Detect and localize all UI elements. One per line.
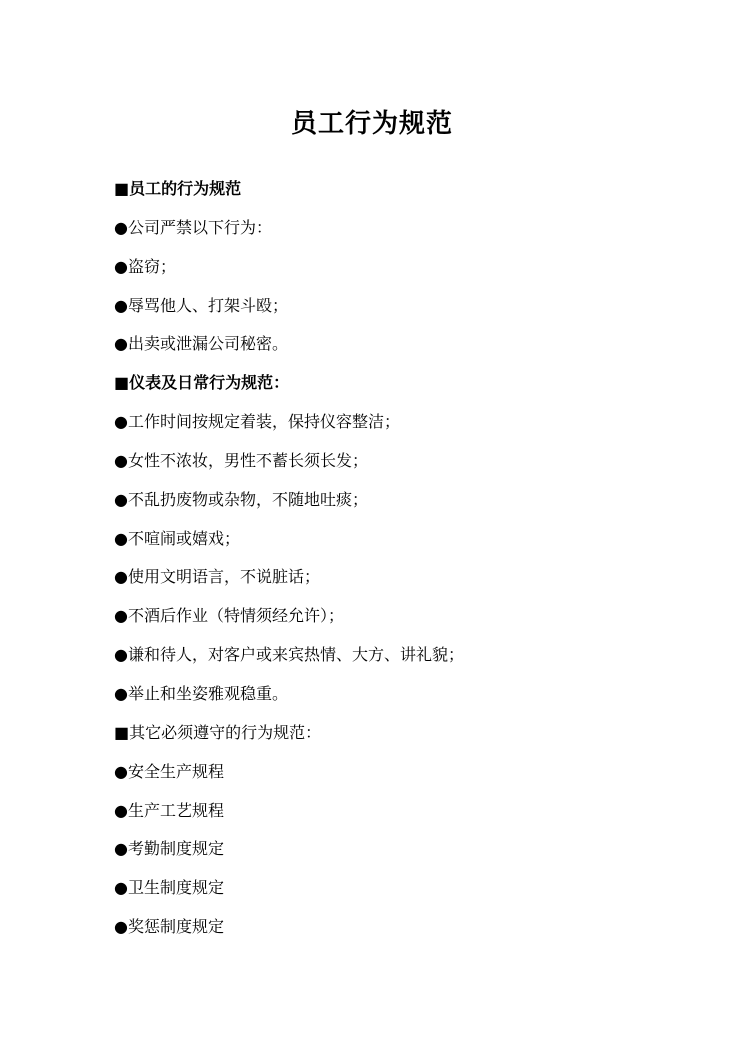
bullet-item [114,209,694,248]
line-text: 员工的行为规范 [129,179,242,198]
bullet-item [114,481,694,520]
round-bullet-icon: ● [114,256,128,276]
round-bullet-icon: ● [114,606,128,626]
document-title: 员工行为规范 [290,109,453,139]
bullet-item [114,869,694,908]
bullet-item [114,520,694,559]
line-text: 工作时间按规定着装，保持仪容整洁； [127,412,400,432]
line-text: 谦和待人，对客户或来宾热情、大方、讲礼貌； [127,645,464,665]
round-bullet-icon: ● [114,528,128,548]
line-text: 其它必须遵守的行为规范： [129,722,322,742]
round-bullet-icon: ● [114,450,128,470]
line-text: 公司严禁以下行为： [127,217,272,237]
round-bullet-icon: ● [114,761,128,781]
section-heading [114,364,694,403]
line-text: 奖惩制度规定 [127,917,224,937]
bullet-item [114,792,694,831]
round-bullet-icon: ● [114,334,128,354]
line-text: 不喧闹或嬉戏； [127,528,240,548]
round-bullet-icon: ● [114,295,128,315]
round-bullet-icon: ● [114,800,128,820]
round-bullet-icon: ● [114,645,128,665]
line-text: 生产工艺规程 [127,800,224,820]
bullet-item [114,558,694,597]
line-text: 卫生制度规定 [127,878,224,898]
line-text: 考勤制度规定 [127,839,224,859]
bullet-item [114,403,694,442]
bullet-item [114,597,694,636]
round-bullet-icon: ● [114,878,128,898]
bullet-item [114,636,694,675]
document-body [114,170,694,947]
line-text: 使用文明语言，不说脏话； [127,567,320,587]
square-bullet-icon: ■ [114,373,130,393]
round-bullet-icon: ● [114,412,128,432]
round-bullet-icon: ● [114,917,128,937]
bullet-item [114,908,694,947]
round-bullet-icon: ● [114,839,128,859]
bullet-item [114,248,694,287]
bullet-item [114,675,694,714]
round-bullet-icon: ● [114,217,128,237]
bullet-item [114,442,694,481]
line-text: 出卖或泄漏公司秘密。 [127,334,288,354]
section-heading [114,714,694,753]
line-text: 仪表及日常行为规范： [129,373,290,393]
bullet-item [114,753,694,792]
line-text: 举止和坐姿雅观稳重。 [127,683,288,703]
line-text: 辱骂他人、打架斗殴； [127,295,288,315]
line-text: 女性不浓妆，男性不蓄长须长发； [127,450,368,470]
bullet-item [114,325,694,364]
section-heading [114,170,694,209]
square-bullet-icon: ■ [114,722,130,742]
round-bullet-icon: ● [114,683,128,703]
bullet-item [114,287,694,326]
bullet-item [114,830,694,869]
line-text: 安全生产规程 [127,761,224,781]
round-bullet-icon: ● [114,489,128,509]
square-bullet-icon: ■ [114,179,130,198]
line-text: 盗窃； [127,256,176,276]
line-text: 不酒后作业（特情须经允许）； [127,606,344,626]
line-text: 不乱扔废物或杂物，不随地吐痰； [127,489,368,509]
round-bullet-icon: ● [114,567,128,587]
